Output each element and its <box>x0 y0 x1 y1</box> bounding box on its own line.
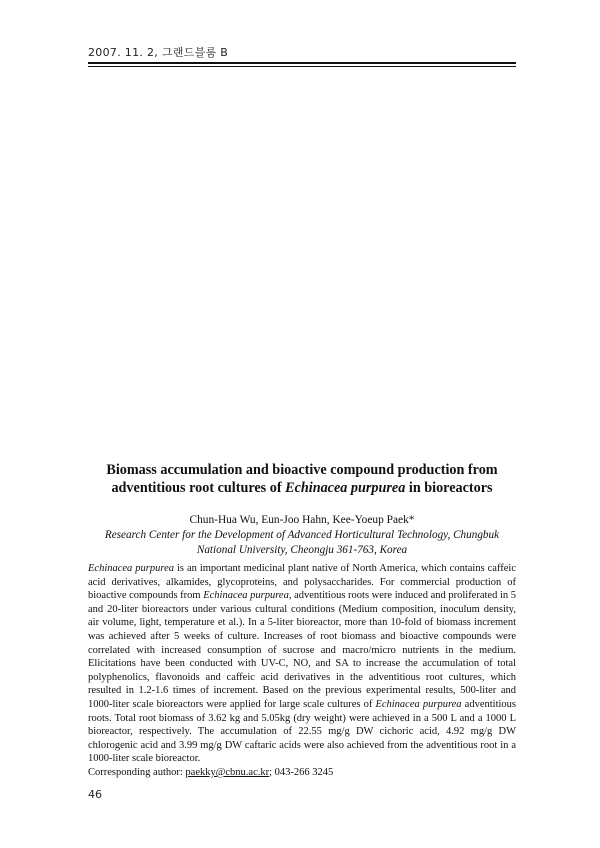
affiliation-line-2: National University, Cheongju 361-763, Korea <box>196 543 408 556</box>
corresponding-email-link[interactable]: paekky@cbnu.ac.kr <box>185 766 270 778</box>
title-species: Echinacea purpurea <box>285 480 406 496</box>
affiliation <box>88 528 516 557</box>
abstract-species-3: Echinacea purpurea <box>375 698 462 710</box>
corresponding-label: Corresponding author: <box>88 766 186 778</box>
corresponding-phone: ; 043-266 3245 <box>269 766 334 778</box>
page-number: 46 <box>88 788 102 801</box>
title-line-2-post: in bioreactors <box>405 480 493 496</box>
abstract <box>88 562 516 780</box>
abstract-species-1: Echinacea purpurea <box>88 563 174 574</box>
abstract-segment-3: adventitious roots. Total root biomass of 3.62 kg and 5.05kg (dry weight) were achieved in a 500 L and a 1000 L bioreactor, respectively. The accumulation of 22.55 mg/g DW cichoric acid, 4.92 mg/g DW chlorogenic acid and 3.99 mg/g DW caftaric acids were also achieved from the adventitious root in a 1000-liter scale bioreactor. <box>88 698 516 765</box>
conference-header: 2007. 11. 2, 그랜드블룸 B <box>88 46 229 59</box>
title-line-2-pre: adventitious root cultures of <box>111 480 286 496</box>
affiliation-line-1: Research Center for the Development of Advanced Horticultural Technology, Chungbuk <box>104 529 500 541</box>
title-line-1: Biomass accumulation and bioactive compound production from <box>106 462 498 478</box>
abstract-segment-2: , adventitious roots were induced and proliferated in 5 and 20-liter bioreactors under various cultural conditions (Medium composition, inoculum density, air volume, light, temperature et al.). In a 5-liter bioreactor, more than 10-fold of biomass increment was achieved after 5 weeks of culture. Increases of root biomass and bioactive compounds were correlated with increased consumption of sucrose and macro/micro nutrients in the medium. Elicitations have been conducted with UV-C, NO, and SA to increase the accumulation of total polyphenolics, flavonoids and caffeic acid derivatives in the adventitious root cultures, which resulted in 1.2-1.6 times of increment. Based on the previous experimental results, 500-liter and 1000-liter scale bioreactors were applied for large scale cultures of <box>88 590 517 710</box>
paper-title <box>88 461 516 497</box>
header-rule-thick <box>88 62 516 64</box>
authors: Chun-Hua Wu, Eun-Joo Hahn, Kee-Yoeup Paek* <box>189 514 415 526</box>
abstract-species-2: Echinacea purpurea <box>203 590 289 602</box>
abstract-segment-1: is an important medicinal plant native of North America, which contains caffeic acid derivatives, alkamides, glycoproteins, and polysaccharides. For commercial production of bioactive compounds from <box>88 563 516 602</box>
header-rule-thin <box>88 66 516 67</box>
